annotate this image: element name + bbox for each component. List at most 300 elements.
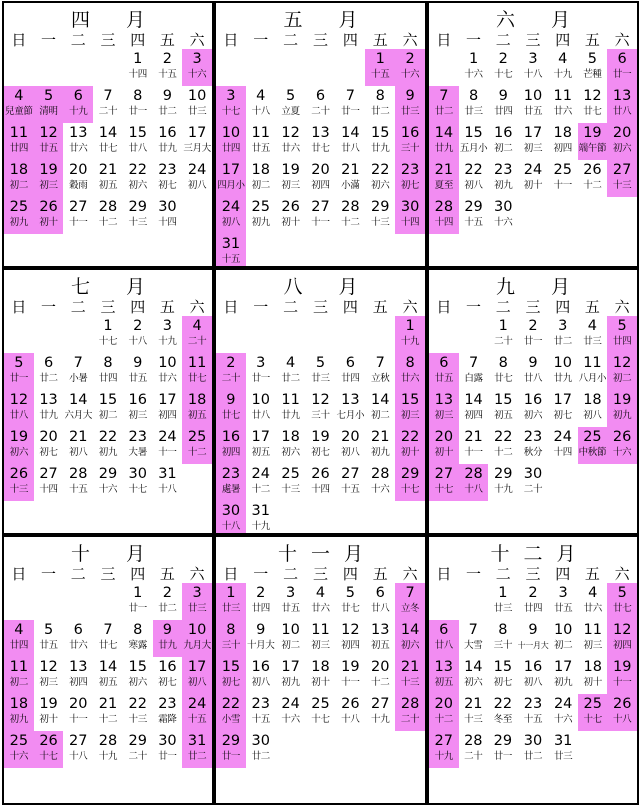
holiday-day-cell[interactable]	[216, 694, 246, 731]
holiday-day-cell[interactable]	[34, 160, 64, 197]
day-cell[interactable]	[153, 583, 183, 620]
day-cell[interactable]	[276, 123, 306, 160]
lunar-label: 廿七	[98, 143, 118, 154]
holiday-day-cell[interactable]	[429, 427, 459, 464]
day-cell[interactable]	[123, 197, 153, 234]
day-cell[interactable]	[153, 123, 183, 160]
lunar-label: 廿三	[400, 106, 420, 117]
day-cell[interactable]	[365, 353, 395, 390]
day-cell[interactable]	[548, 123, 578, 160]
day-cell[interactable]	[63, 427, 93, 464]
holiday-day-cell[interactable]	[429, 694, 459, 731]
day-cell[interactable]	[306, 583, 336, 620]
weekday-label: 五	[159, 298, 175, 316]
holiday-day-cell[interactable]	[607, 583, 637, 620]
holiday-day-cell[interactable]	[34, 197, 64, 234]
day-cell[interactable]	[306, 160, 336, 197]
holiday-day-cell[interactable]	[182, 694, 212, 731]
day-cell[interactable]	[246, 86, 276, 123]
day-cell[interactable]	[34, 464, 64, 501]
holiday-day-cell[interactable]	[182, 620, 212, 657]
day-cell[interactable]	[488, 731, 518, 768]
day-cell[interactable]	[306, 464, 336, 501]
day-cell[interactable]	[246, 160, 276, 197]
day-cell[interactable]	[365, 86, 395, 123]
holiday-day-cell[interactable]	[4, 620, 34, 657]
day-cell[interactable]	[335, 620, 365, 657]
day-cell[interactable]	[63, 464, 93, 501]
day-cell[interactable]	[123, 620, 153, 657]
day-cell[interactable]	[93, 160, 123, 197]
holiday-day-cell[interactable]	[34, 731, 64, 768]
day-cell[interactable]	[63, 390, 93, 427]
lunar-label: 十月大	[246, 640, 275, 651]
day-cell[interactable]	[459, 620, 489, 657]
holiday-day-cell[interactable]	[4, 123, 34, 160]
day-cell[interactable]	[153, 427, 183, 464]
day-number: 23	[523, 429, 543, 445]
holiday-day-cell[interactable]	[182, 353, 212, 390]
holiday-day-cell[interactable]	[429, 123, 459, 160]
holiday-day-cell[interactable]	[395, 390, 425, 427]
holiday-day-cell[interactable]	[607, 49, 637, 86]
day-cell[interactable]	[246, 501, 276, 535]
day-cell[interactable]	[93, 464, 123, 501]
day-cell[interactable]	[123, 583, 153, 620]
day-cell[interactable]	[548, 620, 578, 657]
day-cell[interactable]	[182, 86, 212, 123]
holiday-day-cell[interactable]	[4, 657, 34, 694]
month-title-char: 月	[551, 9, 571, 31]
day-cell[interactable]	[335, 160, 365, 197]
day-cell[interactable]	[93, 316, 123, 353]
day-cell[interactable]	[306, 694, 336, 731]
weekday-label: 六	[402, 565, 418, 583]
lunar-label: 十五	[464, 217, 483, 228]
day-cell[interactable]	[518, 49, 548, 86]
day-cell[interactable]	[578, 316, 608, 353]
day-cell[interactable]	[365, 657, 395, 694]
day-cell[interactable]	[93, 694, 123, 731]
holiday-day-cell[interactable]	[607, 620, 637, 657]
day-cell[interactable]	[518, 390, 548, 427]
holiday-day-cell[interactable]	[395, 123, 425, 160]
day-cell[interactable]	[578, 583, 608, 620]
holiday-day-cell[interactable]	[429, 197, 459, 234]
day-cell[interactable]	[246, 353, 276, 390]
day-cell[interactable]	[518, 464, 548, 501]
day-cell[interactable]	[548, 694, 578, 731]
day-cell[interactable]	[93, 427, 123, 464]
day-number: 30	[128, 466, 147, 482]
day-cell[interactable]	[153, 86, 183, 123]
day-cell[interactable]	[123, 49, 153, 86]
day-cell[interactable]	[306, 427, 336, 464]
holiday-day-cell[interactable]	[429, 620, 459, 657]
day-cell[interactable]	[123, 160, 153, 197]
holiday-day-cell[interactable]	[153, 620, 183, 657]
holiday-day-cell[interactable]	[607, 86, 637, 123]
day-number: 13	[341, 392, 360, 408]
day-cell[interactable]	[63, 694, 93, 731]
holiday-day-cell[interactable]	[578, 427, 608, 464]
holiday-day-cell[interactable]	[216, 583, 246, 620]
day-cell[interactable]	[548, 657, 578, 694]
day-cell[interactable]	[548, 49, 578, 86]
day-cell[interactable]	[518, 657, 549, 694]
day-cell[interactable]	[459, 197, 489, 234]
day-number: 6	[439, 622, 449, 638]
day-cell[interactable]	[306, 123, 336, 160]
day-number: 23	[128, 429, 147, 445]
holiday-day-cell[interactable]	[607, 427, 637, 464]
day-cell[interactable]	[365, 583, 395, 620]
day-cell[interactable]	[459, 49, 489, 86]
holiday-day-cell[interactable]	[395, 49, 425, 86]
day-cell[interactable]	[123, 731, 153, 768]
day-cell[interactable]	[34, 657, 64, 694]
day-cell[interactable]	[123, 123, 153, 160]
day-cell[interactable]	[246, 583, 276, 620]
day-cell[interactable]	[63, 160, 93, 197]
holiday-day-cell[interactable]	[216, 427, 246, 464]
day-cell[interactable]	[123, 464, 153, 501]
day-cell[interactable]	[488, 620, 518, 657]
day-cell[interactable]	[153, 353, 183, 390]
day-cell[interactable]	[63, 353, 93, 390]
day-cell[interactable]	[276, 694, 306, 731]
day-cell[interactable]	[518, 731, 549, 768]
lunar-label: 廿五	[281, 603, 300, 614]
day-cell[interactable]	[488, 694, 518, 731]
holiday-day-cell[interactable]	[216, 390, 246, 427]
holiday-day-cell[interactable]	[4, 86, 34, 123]
day-number: 17	[523, 125, 543, 141]
day-cell[interactable]	[488, 160, 518, 197]
day-cell[interactable]	[548, 427, 578, 464]
holiday-day-cell[interactable]	[182, 49, 212, 86]
holiday-day-cell[interactable]	[4, 353, 34, 390]
holiday-day-cell[interactable]	[182, 731, 212, 768]
day-cell[interactable]	[153, 197, 183, 234]
holiday-day-cell[interactable]	[34, 86, 64, 123]
holiday-day-cell[interactable]	[429, 390, 459, 427]
day-cell[interactable]	[276, 464, 306, 501]
day-cell[interactable]	[246, 427, 276, 464]
day-cell[interactable]	[488, 583, 518, 620]
day-cell[interactable]	[306, 86, 336, 123]
day-cell[interactable]	[153, 160, 183, 197]
lunar-label: 兒童節	[5, 106, 33, 117]
day-cell[interactable]	[459, 657, 489, 694]
day-cell[interactable]	[93, 657, 123, 694]
day-cell[interactable]	[488, 427, 518, 464]
day-cell[interactable]	[548, 316, 578, 353]
holiday-day-cell[interactable]	[395, 657, 425, 694]
day-cell[interactable]	[488, 657, 518, 694]
day-cell[interactable]	[306, 390, 336, 427]
day-cell[interactable]	[276, 390, 306, 427]
holiday-day-cell[interactable]	[578, 123, 608, 160]
day-cell[interactable]	[335, 694, 365, 731]
day-cell[interactable]	[488, 49, 518, 86]
day-cell[interactable]	[153, 657, 183, 694]
holiday-day-cell[interactable]	[182, 657, 212, 694]
holiday-day-cell[interactable]	[607, 160, 637, 197]
day-cell[interactable]	[518, 427, 548, 464]
day-cell[interactable]	[34, 390, 64, 427]
day-cell[interactable]	[335, 123, 365, 160]
day-cell[interactable]	[246, 197, 276, 234]
day-cell[interactable]	[246, 390, 276, 427]
day-cell[interactable]	[93, 197, 123, 234]
day-cell[interactable]	[365, 427, 395, 464]
day-cell[interactable]	[276, 197, 306, 234]
day-cell[interactable]	[488, 316, 518, 353]
day-cell[interactable]	[548, 731, 578, 768]
day-cell[interactable]	[306, 353, 336, 390]
day-cell[interactable]	[335, 86, 365, 123]
holiday-day-cell[interactable]	[459, 464, 489, 501]
holiday-day-cell[interactable]	[607, 353, 637, 390]
holiday-day-cell[interactable]	[216, 731, 246, 768]
day-cell[interactable]	[548, 353, 578, 390]
day-cell[interactable]	[34, 620, 64, 657]
holiday-day-cell[interactable]	[216, 464, 246, 501]
day-cell[interactable]	[276, 353, 306, 390]
day-cell[interactable]	[276, 583, 306, 620]
day-cell[interactable]	[459, 86, 489, 123]
holiday-day-cell[interactable]	[429, 86, 459, 123]
day-cell[interactable]	[276, 160, 306, 197]
day-cell[interactable]	[306, 620, 336, 657]
holiday-day-cell[interactable]	[395, 694, 425, 731]
day-cell[interactable]	[246, 123, 276, 160]
holiday-day-cell[interactable]	[607, 316, 637, 353]
day-cell[interactable]	[459, 123, 489, 160]
day-cell[interactable]	[63, 620, 93, 657]
day-number: 14	[464, 659, 483, 675]
empty-cell	[429, 583, 459, 620]
holiday-day-cell[interactable]	[216, 657, 246, 694]
day-cell[interactable]	[93, 390, 123, 427]
day-cell[interactable]	[34, 427, 64, 464]
day-cell[interactable]	[93, 620, 123, 657]
day-cell[interactable]	[276, 86, 306, 123]
day-cell[interactable]	[93, 123, 123, 160]
holiday-day-cell[interactable]	[4, 427, 34, 464]
day-cell[interactable]	[123, 86, 153, 123]
day-cell[interactable]	[548, 390, 578, 427]
day-cell[interactable]	[548, 160, 578, 197]
day-cell[interactable]	[578, 390, 608, 427]
day-cell[interactable]	[123, 657, 153, 694]
holiday-day-cell[interactable]	[216, 123, 246, 160]
day-cell[interactable]	[276, 657, 306, 694]
day-cell[interactable]	[335, 464, 365, 501]
holiday-day-cell[interactable]	[395, 620, 425, 657]
holiday-day-cell[interactable]	[395, 86, 425, 123]
day-cell[interactable]	[488, 123, 518, 160]
day-cell[interactable]	[335, 353, 365, 390]
day-cell[interactable]	[459, 390, 489, 427]
day-cell[interactable]	[153, 731, 183, 768]
day-cell[interactable]	[153, 49, 183, 86]
holiday-day-cell[interactable]	[429, 657, 459, 694]
day-cell[interactable]	[488, 390, 518, 427]
day-cell[interactable]	[123, 316, 153, 353]
holiday-day-cell[interactable]	[182, 316, 212, 353]
day-cell[interactable]	[246, 464, 276, 501]
day-cell[interactable]	[335, 197, 365, 234]
day-cell[interactable]	[518, 86, 548, 123]
day-number: 26	[612, 429, 632, 445]
day-cell[interactable]	[488, 353, 518, 390]
day-cell[interactable]	[153, 390, 183, 427]
day-cell[interactable]	[246, 657, 276, 694]
day-cell[interactable]	[246, 694, 276, 731]
holiday-day-cell[interactable]	[216, 234, 246, 268]
holiday-day-cell[interactable]	[34, 123, 64, 160]
holiday-day-cell[interactable]	[4, 197, 34, 234]
holiday-day-cell[interactable]	[216, 353, 246, 390]
day-cell[interactable]	[459, 694, 489, 731]
day-cell[interactable]	[365, 390, 395, 427]
day-cell[interactable]	[246, 620, 276, 657]
day-cell[interactable]	[153, 464, 183, 501]
lunar-label: 廿五	[434, 373, 454, 384]
holiday-day-cell[interactable]	[182, 390, 212, 427]
holiday-day-cell[interactable]	[4, 390, 34, 427]
day-cell[interactable]	[518, 694, 549, 731]
holiday-day-cell[interactable]	[395, 427, 425, 464]
day-cell[interactable]	[63, 123, 93, 160]
day-cell[interactable]	[335, 427, 365, 464]
day-cell[interactable]	[488, 86, 518, 123]
day-cell[interactable]	[548, 583, 578, 620]
day-cell[interactable]	[518, 620, 549, 657]
day-cell[interactable]	[459, 353, 489, 390]
holiday-day-cell[interactable]	[4, 160, 34, 197]
holiday-day-cell[interactable]	[607, 390, 637, 427]
holiday-day-cell[interactable]	[429, 353, 459, 390]
day-cell[interactable]	[306, 657, 336, 694]
day-cell[interactable]	[123, 353, 153, 390]
day-cell[interactable]	[153, 694, 183, 731]
day-cell[interactable]	[306, 197, 336, 234]
day-cell[interactable]	[365, 197, 395, 234]
holiday-day-cell[interactable]	[216, 620, 246, 657]
day-cell[interactable]	[578, 657, 608, 694]
day-cell[interactable]	[578, 353, 608, 390]
holiday-day-cell[interactable]	[4, 694, 34, 731]
lunar-label: 初七	[39, 447, 58, 458]
day-cell[interactable]	[153, 316, 183, 353]
day-cell[interactable]	[365, 620, 395, 657]
holiday-day-cell[interactable]	[429, 731, 459, 768]
day-cell[interactable]	[459, 731, 489, 768]
holiday-day-cell[interactable]	[607, 123, 637, 160]
holiday-day-cell[interactable]	[216, 197, 246, 234]
day-cell[interactable]	[365, 464, 395, 501]
day-cell[interactable]	[578, 86, 608, 123]
holiday-day-cell[interactable]	[395, 583, 425, 620]
day-cell[interactable]	[578, 620, 608, 657]
day-cell[interactable]	[365, 160, 395, 197]
day-cell[interactable]	[63, 657, 93, 694]
holiday-day-cell[interactable]	[395, 353, 425, 390]
day-cell[interactable]	[365, 123, 395, 160]
day-cell[interactable]	[246, 731, 276, 768]
day-cell[interactable]	[488, 464, 518, 501]
day-cell[interactable]	[34, 353, 64, 390]
day-cell[interactable]	[276, 620, 306, 657]
holiday-day-cell[interactable]	[429, 464, 459, 501]
day-cell[interactable]	[459, 160, 489, 197]
day-cell[interactable]	[335, 583, 365, 620]
day-cell[interactable]	[93, 86, 123, 123]
day-cell[interactable]	[518, 123, 548, 160]
holiday-day-cell[interactable]	[395, 464, 425, 501]
holiday-day-cell[interactable]	[216, 501, 246, 535]
day-cell[interactable]	[123, 390, 153, 427]
holiday-day-cell[interactable]	[395, 197, 425, 234]
day-cell[interactable]	[34, 694, 64, 731]
day-number: 20	[69, 696, 88, 712]
holiday-day-cell[interactable]	[607, 657, 637, 694]
day-cell[interactable]	[459, 427, 489, 464]
day-cell[interactable]	[578, 160, 608, 197]
day-cell[interactable]	[365, 694, 395, 731]
day-cell[interactable]	[335, 657, 365, 694]
day-number: 19	[612, 392, 632, 408]
day-cell[interactable]	[518, 353, 548, 390]
weekday-header	[216, 564, 425, 584]
day-cell[interactable]	[518, 160, 548, 197]
day-cell[interactable]	[578, 49, 608, 86]
day-number: 19	[39, 162, 58, 178]
day-cell[interactable]	[548, 86, 578, 123]
day-cell[interactable]	[518, 583, 549, 620]
holiday-day-cell[interactable]	[607, 694, 637, 731]
holiday-day-cell[interactable]	[216, 86, 246, 123]
holiday-day-cell[interactable]	[4, 731, 34, 768]
day-cell[interactable]	[182, 123, 212, 160]
day-cell[interactable]	[488, 197, 518, 234]
day-cell[interactable]	[123, 694, 153, 731]
holiday-day-cell[interactable]	[4, 464, 34, 501]
holiday-day-cell[interactable]	[395, 316, 425, 353]
holiday-day-cell[interactable]	[216, 160, 246, 197]
day-cell[interactable]	[93, 731, 123, 768]
day-cell[interactable]	[182, 160, 212, 197]
holiday-day-cell[interactable]	[182, 583, 212, 620]
holiday-day-cell[interactable]	[365, 49, 395, 86]
day-cell[interactable]	[335, 390, 365, 427]
day-number: 4	[192, 318, 202, 334]
holiday-day-cell[interactable]	[63, 86, 93, 123]
holiday-day-cell[interactable]	[578, 694, 608, 731]
holiday-day-cell[interactable]	[182, 427, 212, 464]
day-cell[interactable]	[276, 427, 306, 464]
day-cell[interactable]	[518, 316, 548, 353]
holiday-day-cell[interactable]	[429, 160, 459, 197]
day-cell[interactable]	[63, 731, 93, 768]
holiday-day-cell[interactable]	[395, 160, 425, 197]
day-cell[interactable]	[93, 353, 123, 390]
day-cell[interactable]	[63, 197, 93, 234]
day-cell[interactable]	[123, 427, 153, 464]
